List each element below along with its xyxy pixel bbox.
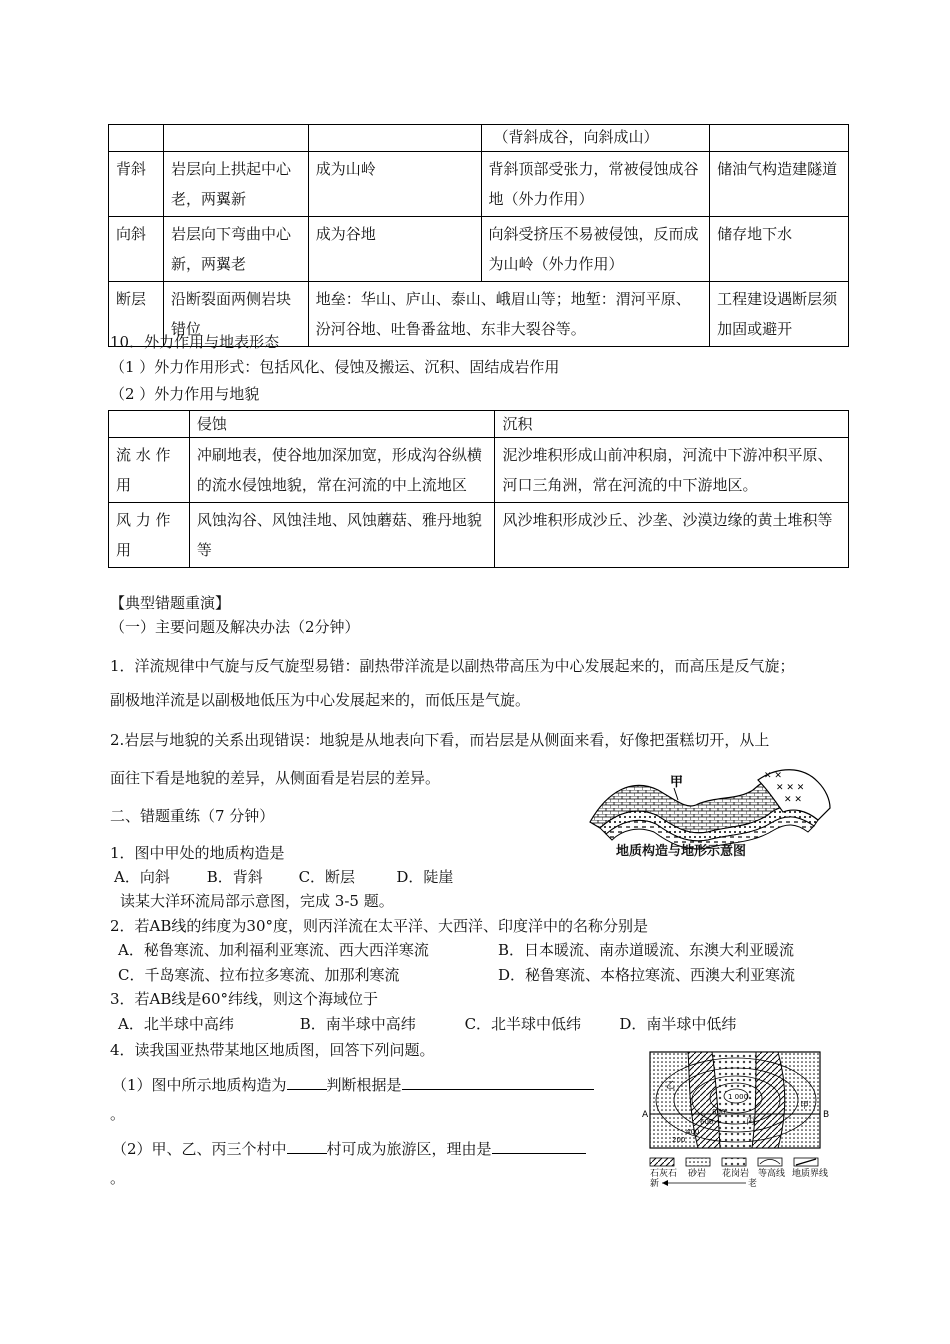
section-item: （2 ）外力作用与地貌 bbox=[110, 385, 260, 403]
map-point-label: A bbox=[642, 1110, 649, 1120]
options-row bbox=[118, 1014, 736, 1034]
contour-label: 800 bbox=[712, 1108, 726, 1116]
paragraph: 2.岩层与地貌的关系出现错误：地貌是从地表向下看，而岩层是从侧面来看，好像把蛋糕切开，从上 bbox=[110, 731, 770, 749]
period-mark: 。 bbox=[110, 1105, 126, 1123]
table-row bbox=[109, 217, 849, 282]
contour-label: 600 bbox=[700, 1118, 714, 1126]
question-text: （2）甲、乙、丙三个村中 bbox=[112, 1140, 287, 1158]
table-cell: 泥沙堆积形成山前冲积扇，河流中下游冲积平原、河口三角洲，常在河流的中下游地区。 bbox=[495, 438, 849, 503]
map-point-label: B bbox=[823, 1110, 830, 1120]
landform-structure-table bbox=[108, 124, 849, 347]
table-cell bbox=[308, 125, 481, 152]
option[interactable]: C．千岛寒流、拉布拉多寒流、加那利寒流 bbox=[118, 966, 400, 984]
table-cell: 断层 bbox=[109, 282, 164, 347]
table-header-cell: 沉积 bbox=[495, 411, 849, 438]
table-row bbox=[109, 152, 849, 217]
table-cell: 向斜 bbox=[109, 217, 164, 282]
section-item: （1 ）外力作用形式：包括风化、侵蚀及搬运、沉积、固结成岩作用 bbox=[110, 358, 560, 376]
contour-label: 1 000 bbox=[728, 1093, 749, 1101]
table-cell: 岩层向下弯曲中心新，两翼老 bbox=[163, 217, 308, 282]
section-heading: 【典型错题重演】 bbox=[110, 594, 231, 612]
legend-label: 石灰石 bbox=[650, 1169, 678, 1179]
option[interactable]: D．陡崖 bbox=[396, 868, 454, 886]
table-cell: 沿断裂面两侧岩块错位 bbox=[163, 282, 308, 347]
question-text: 判断根据是 bbox=[326, 1076, 402, 1094]
table-cell bbox=[710, 125, 849, 152]
arrow-icon bbox=[662, 1180, 668, 1186]
village-label: 甲 bbox=[800, 1101, 810, 1111]
section-subheading: （一）主要问题及解决办法（2分钟） bbox=[110, 618, 360, 636]
table-row bbox=[109, 125, 849, 152]
table-cell: 风沙堆积形成沙丘、沙垄、沙漠边缘的黄土堆积等 bbox=[495, 503, 849, 568]
table-cell: 储存地下水 bbox=[710, 217, 849, 282]
question-part bbox=[112, 1073, 594, 1095]
options-row bbox=[114, 867, 453, 887]
table-cell: 成为谷地 bbox=[308, 217, 481, 282]
option[interactable]: C．北半球中低纬 bbox=[464, 1015, 582, 1033]
section-heading: 二、错题重练（7 分钟） bbox=[110, 807, 275, 825]
legend-label: 砂岩 bbox=[688, 1169, 707, 1179]
legend-label: 花岗岩 bbox=[722, 1169, 750, 1179]
age-label-new: 新 bbox=[650, 1179, 660, 1188]
option[interactable]: D．秘鲁寒流、本格拉寒流、西澳大利亚寒流 bbox=[498, 966, 796, 984]
option[interactable]: B．南半球中高纬 bbox=[299, 1015, 416, 1033]
paragraph: 副极地洋流是以副极地低压为中心发展起来的，而低压是气旋。 bbox=[110, 691, 531, 709]
svg-text:✕ ✕ ✕: ✕ ✕ ✕ bbox=[776, 783, 805, 793]
table-row bbox=[109, 438, 849, 503]
village-label: 丙 bbox=[746, 1117, 756, 1127]
question: 1．图中甲处的地质构造是 bbox=[110, 844, 285, 862]
contour-label: 400 bbox=[686, 1128, 700, 1136]
table-cell: 向斜受挤压不易被侵蚀，反而成为山岭（外力作用） bbox=[481, 217, 710, 282]
table-cell: 风 力 作用 bbox=[109, 503, 190, 568]
table-cell: 风蚀沟谷、风蚀洼地、风蚀蘑菇、雅丹地貌等 bbox=[189, 503, 495, 568]
question-text: 村可成为旅游区，理由是 bbox=[326, 1140, 492, 1158]
answer-blank[interactable] bbox=[287, 1137, 327, 1154]
paragraph: 面往下看是地貌的差异，从侧面看是岩层的差异。 bbox=[110, 769, 441, 787]
answer-blank[interactable] bbox=[402, 1073, 594, 1090]
age-label-old: 老 bbox=[748, 1179, 758, 1188]
geologic-structure-figure bbox=[578, 760, 840, 860]
table-cell bbox=[163, 125, 308, 152]
svg-text:✕ ✕: ✕ ✕ bbox=[764, 771, 782, 781]
figure-caption: 地质构造与地形示意图 bbox=[616, 844, 747, 859]
table-cell: 地垒：华山、庐山、泰山、峨眉山等；地堑：渭河平原、汾河谷地、吐鲁番盆地、东非大裂谷等。 bbox=[308, 282, 709, 347]
figure-label: 甲 bbox=[670, 775, 684, 790]
option[interactable]: D．南半球中低纬 bbox=[619, 1015, 737, 1033]
option[interactable]: B．日本暖流、南赤道暖流、东澳大利亚暖流 bbox=[498, 941, 795, 959]
table-header-cell bbox=[109, 411, 190, 438]
option[interactable]: A．北半球中高纬 bbox=[118, 1015, 234, 1033]
reading-instruction: 读某大洋环流局部示意图，完成 3-5 题。 bbox=[120, 892, 394, 910]
table-cell: 工程建设遇断层须加固或避开 bbox=[710, 282, 849, 347]
geologic-map-figure bbox=[628, 1048, 843, 1188]
paragraph: 1．洋流规律中气旋与反气旋型易错：副热带洋流是以副热带高压为中心发展起来的，而高压是反气旋； bbox=[110, 657, 795, 675]
table-cell: 背斜顶部受张力，常被侵蚀成谷地（外力作用） bbox=[481, 152, 710, 217]
option[interactable]: A．向斜 bbox=[114, 868, 170, 886]
section-title: 10．外力作用与地表形态 bbox=[110, 333, 280, 351]
table-cell: 冲刷地表，使谷地加深加宽，形成沟谷纵横的流水侵蚀地貌，常在河流的中上流地区 bbox=[189, 438, 495, 503]
table-cell: （背斜成谷，向斜成山） bbox=[481, 125, 710, 152]
answer-blank[interactable] bbox=[287, 1073, 327, 1090]
question: 2．若AB线的纬度为30°度，则丙洋流在太平洋、大西洋、印度洋中的名称分别是 bbox=[110, 917, 648, 935]
table-row bbox=[109, 503, 849, 568]
option[interactable]: C．断层 bbox=[298, 868, 356, 886]
question: 4．读我国亚热带某地区地质图，回答下列问题。 bbox=[110, 1041, 435, 1059]
option[interactable]: A．秘鲁寒流、加利福利亚寒流、西大西洋寒流 bbox=[118, 941, 429, 959]
external-force-table bbox=[108, 410, 849, 568]
question-part bbox=[112, 1137, 586, 1159]
contour-label: 200 bbox=[672, 1136, 686, 1144]
question-text: （1）图中所示地质构造为 bbox=[112, 1076, 287, 1094]
legend-label: 等高线 bbox=[758, 1169, 786, 1179]
geologic-map bbox=[628, 1048, 843, 1188]
svg-text:✕ ✕: ✕ ✕ bbox=[784, 795, 802, 805]
legend-label: 地质界线 bbox=[792, 1169, 829, 1179]
question: 3．若AB线是60°纬线，则这个海域位于 bbox=[110, 990, 378, 1008]
table-cell bbox=[109, 125, 164, 152]
table-cell: 成为山岭 bbox=[308, 152, 481, 217]
table-row bbox=[109, 411, 849, 438]
table-cell: 岩层向上拱起中心老，两翼新 bbox=[163, 152, 308, 217]
table-header-cell: 侵蚀 bbox=[189, 411, 495, 438]
table-cell: 背斜 bbox=[109, 152, 164, 217]
answer-blank[interactable] bbox=[492, 1137, 586, 1154]
table-cell: 流 水 作用 bbox=[109, 438, 190, 503]
table-cell: 储油气构造建隧道 bbox=[710, 152, 849, 217]
village-label: 乙 bbox=[666, 1081, 676, 1091]
option[interactable]: B．背斜 bbox=[206, 868, 263, 886]
period-mark: 。 bbox=[110, 1169, 126, 1187]
